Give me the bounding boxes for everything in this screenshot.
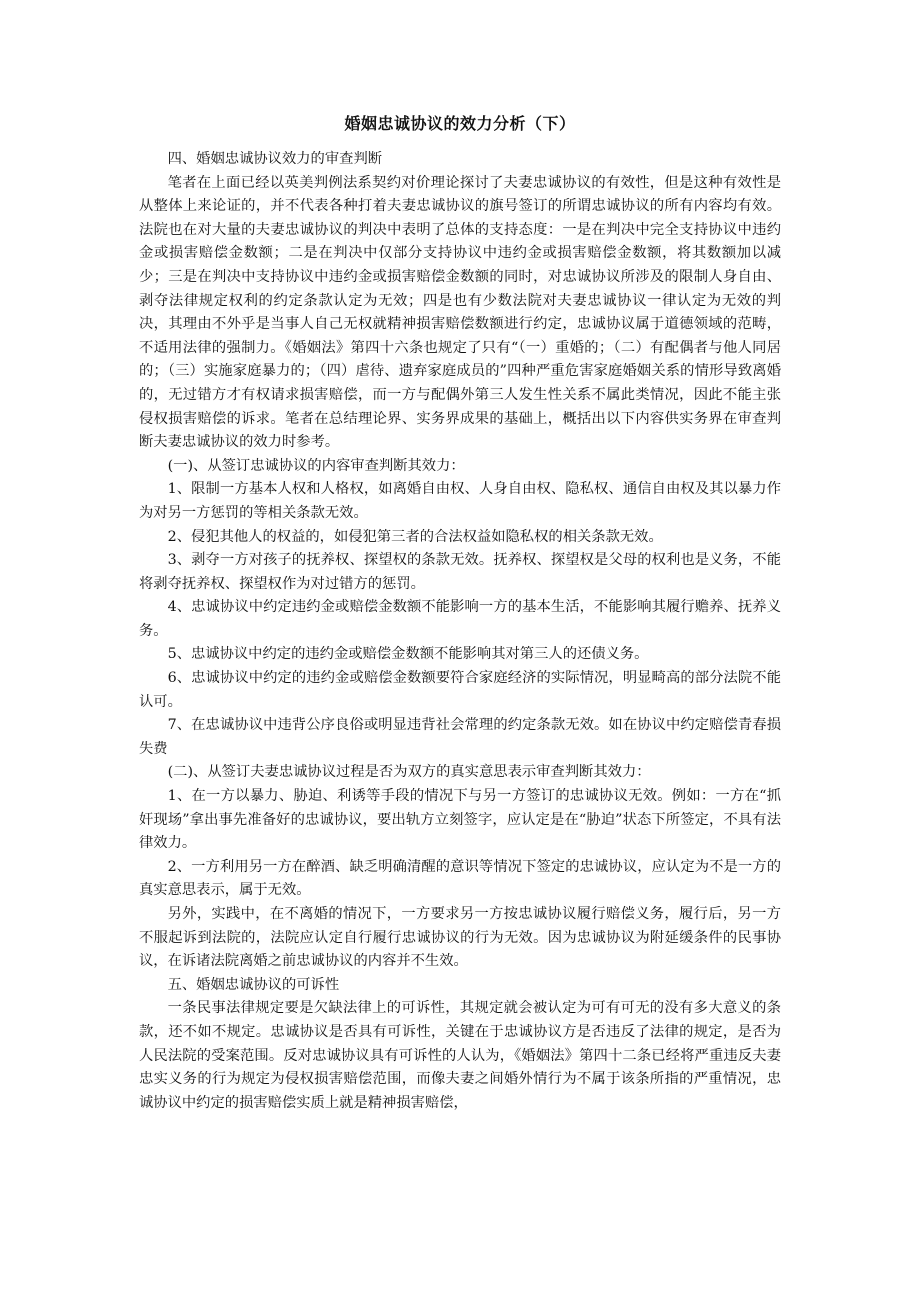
document-title: 婚姻忠诚协议的效力分析（下） (344, 114, 576, 133)
list-item-content-7: 7、在忠诚协议中违背公序良俗或明显违背社会常理的约定条款无效。如在协议中约定赔偿青春损失费 (139, 717, 781, 757)
list-item-process-1: 1、在一方以暴力、胁迫、利诱等手段的情况下与另一方签订的忠诚协议无效。例如：一方在“抓奸现场”拿出事先准备好的忠诚协议，要出轨方立刻签字，应认定是在“胁迫”状态下所签定，不具有法律效力。 (139, 788, 781, 852)
list-item-content-6: 6、忠诚协议中约定的违约金或赔偿金数额要符合家庭经济的实际情况，明显畸高的部分法院不能认可。 (139, 670, 781, 710)
list-item-content-2: 2、侵犯其他人的权益的，如侵犯第三者的合法权益如隐私权的相关条款无效。 (167, 528, 663, 545)
section-heading-4: 四、婚姻忠诚协议效力的审查判断 (167, 151, 383, 167)
list-item-content-1: 1、限制一方基本人权和人格权，如离婚自由权、人身自由权、隐私权、通信自由权及其以暴力作为对另一方惩罚的等相关条款无效。 (139, 481, 781, 521)
list-item-content-4: 4、忠诚协议中约定违约金或赔偿金数额不能影响一方的基本生活，不能影响其履行赡养、抚养义务。 (139, 599, 781, 639)
list-item-process-2: 2、一方利用另一方在醉酒、缺乏明确清醒的意识等情况下签定的忠诚协议，应认定为不是一方的真实意思表示，属于无效。 (139, 858, 781, 899)
section-heading-5: 五、婚姻忠诚协议的可诉性 (167, 976, 340, 993)
subsection-heading-2: (二)、从签订夫妻忠诚协议过程是否为双方的真实意思表示审查判断其效力： (167, 764, 651, 781)
paragraph-litigability: 一条民事法律规定要是欠缺法律上的可诉性，其规定就会被认定为可有可无的没有多大意义的条款，还不如不规定。忠诚协议是否具有可诉性，关键在于忠诚协议方是否违反了法律的规定，是否为人民法院的受案范围。反对忠诚协议具有可诉性的人认为，《婚姻法》第四十二条已经将严重违反夫妻忠实义务的行为规定为侵权损害赔偿范围，而像夫妻之间婚外情行为不属于该条所指的严重情况，忠诚协议中约定的损害赔偿实质上就是精神损害赔偿， (139, 1000, 781, 1111)
document-page (139, 112, 781, 1115)
list-item-content-5: 5、忠诚协议中约定的违约金或赔偿金数额不能影响其对第三人的还债义务。 (167, 646, 649, 663)
paragraph-intro: 笔者在上面已经以英美判例法系契约对价理论探讨了夫妻忠诚协议的有效性，但是这种有效性是从整体上来论证的，并不代表各种打着夫妻忠诚协议的旗号签订的所谓忠诚协议的所有内容均有效。法院也在对大量的夫妻忠诚协议的判决中表明了总体的支持态度：一是在判决中完全支持协议中违约金或损害赔偿金数额；二是在判决中仅部分支持协议中违约金或损害赔偿金数额，将其数额加以减少；三是在判决中支持协议中违约金或损害赔偿金数额的同时，对忠诚协议所涉及的限制人身自由、剥夺法律规定权利的约定条款认定为无效；四是也有少数法院对夫妻忠诚协议一律认定为无效的判决，其理由不外乎是当事人自己无权就精神损害赔偿数额进行约定，忠诚协议属于道德领域的范畴，不适用法律的强制力。《婚姻法》第四十六条也规定了只有“（一）重婚的；（二）有配偶者与他人同居的；（三）实施家庭暴力的；（四）虐待、遗弃家庭成员的”四种严重危害家庭婚姻关系的情形导致离婚的，无过错方才有权请求损害赔偿，而一方与配偶外第三人发生性关系不属此类情况，因此不能主张侵权损害赔偿的诉求。笔者在总结理论界、实务界成果的基础上，概括出以下内容供实务界在审查判断夫妻忠诚协议的效力时参考。 (139, 174, 781, 451)
subsection-heading-1: (一)、从签订忠诚协议的内容审查判断其效力： (167, 457, 465, 474)
paragraph-additional: 另外，实践中，在不离婚的情况下，一方要求另一方按忠诚协议履行赔偿义务，履行后，另一方不服起诉到法院的，法院应认定自行履行忠诚协议的行为无效。因为忠诚协议为附延缓条件的民事协议，在诉诸法院离婚之前忠诚协议的内容并不生效。 (139, 906, 781, 970)
list-item-content-3: 3、剥夺一方对孩子的抚养权、探望权的条款无效。抚养权、探望权是父母的权利也是义务，不能将剥夺抚养权、探望权作为对过错方的惩罚。 (139, 552, 781, 592)
